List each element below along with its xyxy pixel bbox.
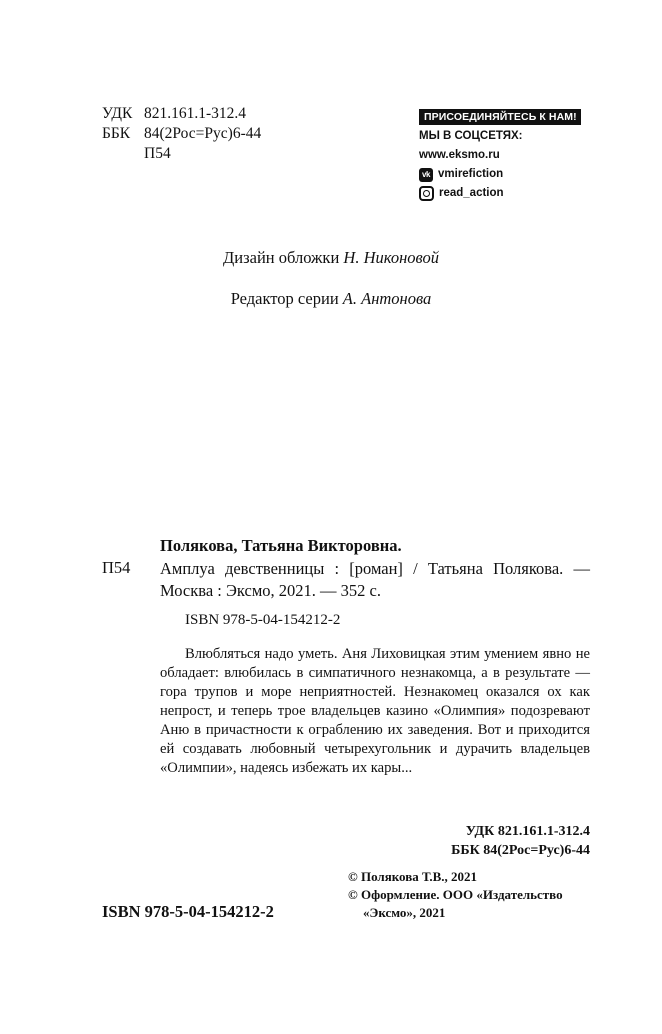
bbk-value: 84(2Рос=Рус)6-44 [144,125,262,142]
bbk-label: ББК [102,125,131,142]
udk-row [102,104,261,124]
vk-handle: vmirefiction [438,168,504,180]
instagram-icon [419,186,434,201]
social-heading: МЫ В СОЦСЕТЯХ: [419,130,523,142]
cover-design-name: Н. Никоновой [343,248,439,267]
author-mark: П54 [144,145,171,162]
bib-author-mark: П54 [102,558,131,577]
udk-value: 821.161.1-312.4 [144,105,247,122]
vk-link[interactable] [419,165,591,184]
bib-description: Амплуа девственницы : [роман] / Татьяна Полякова. — Москва : Эксмо, 2021. — 352 с. [160,559,590,600]
instagram-handle: read_action [439,187,504,199]
author-heading: Полякова, Татьяна Викторовна. [160,536,402,555]
classification-codes [102,104,261,164]
footer-isbn: ISBN 978-5-04-154212-2 [102,902,274,921]
series-editor-label: Редактор серии [230,289,339,308]
bib-udk: УДК 821.161.1-312.4 [465,824,590,839]
join-banner: ПРИСОЕДИНЯЙТЕСЬ К НАМ! [419,109,581,125]
udk-label: УДК [102,105,133,122]
copyright-block [348,868,593,922]
copyright-author: © Полякова Т.В., 2021 [348,869,478,884]
website-link[interactable]: www.eksmo.ru [419,149,500,161]
annotation: Влюбляться надо уметь. Аня Лиховицкая этим умением явно не обладает: влюбилась в симпатичного незнакомца, а в результате — гора трупов и море неприятностей. Незнакомец оказался ох как непрост, и теперь трое владельцев казино «Олимпия» подозревают Аню в причастности к ограблению их заведения. Вот и приходится ей создавать любовный четырехугольник и дурачить владельцев «Олимпии», надеясь избежать их кары... [160,646,590,776]
vk-icon: vk [419,168,433,182]
cover-design-label: Дизайн обложки [223,248,340,267]
series-editor-credit [0,289,662,309]
social-block [419,107,591,203]
instagram-link[interactable] [419,184,591,203]
bib-bbk: ББК 84(2Рос=Рус)6-44 [451,843,590,858]
series-editor-name: А. Антонова [342,289,432,308]
bib-codes [420,822,590,860]
copyright-design-line2: «Эксмо», 2021 [363,905,446,920]
copyright-design-line1: © Оформление. ООО «Издательство [348,887,563,902]
bbk-row [102,124,261,144]
bib-isbn: ISBN 978-5-04-154212-2 [185,612,341,628]
cover-design-credit [0,248,662,268]
